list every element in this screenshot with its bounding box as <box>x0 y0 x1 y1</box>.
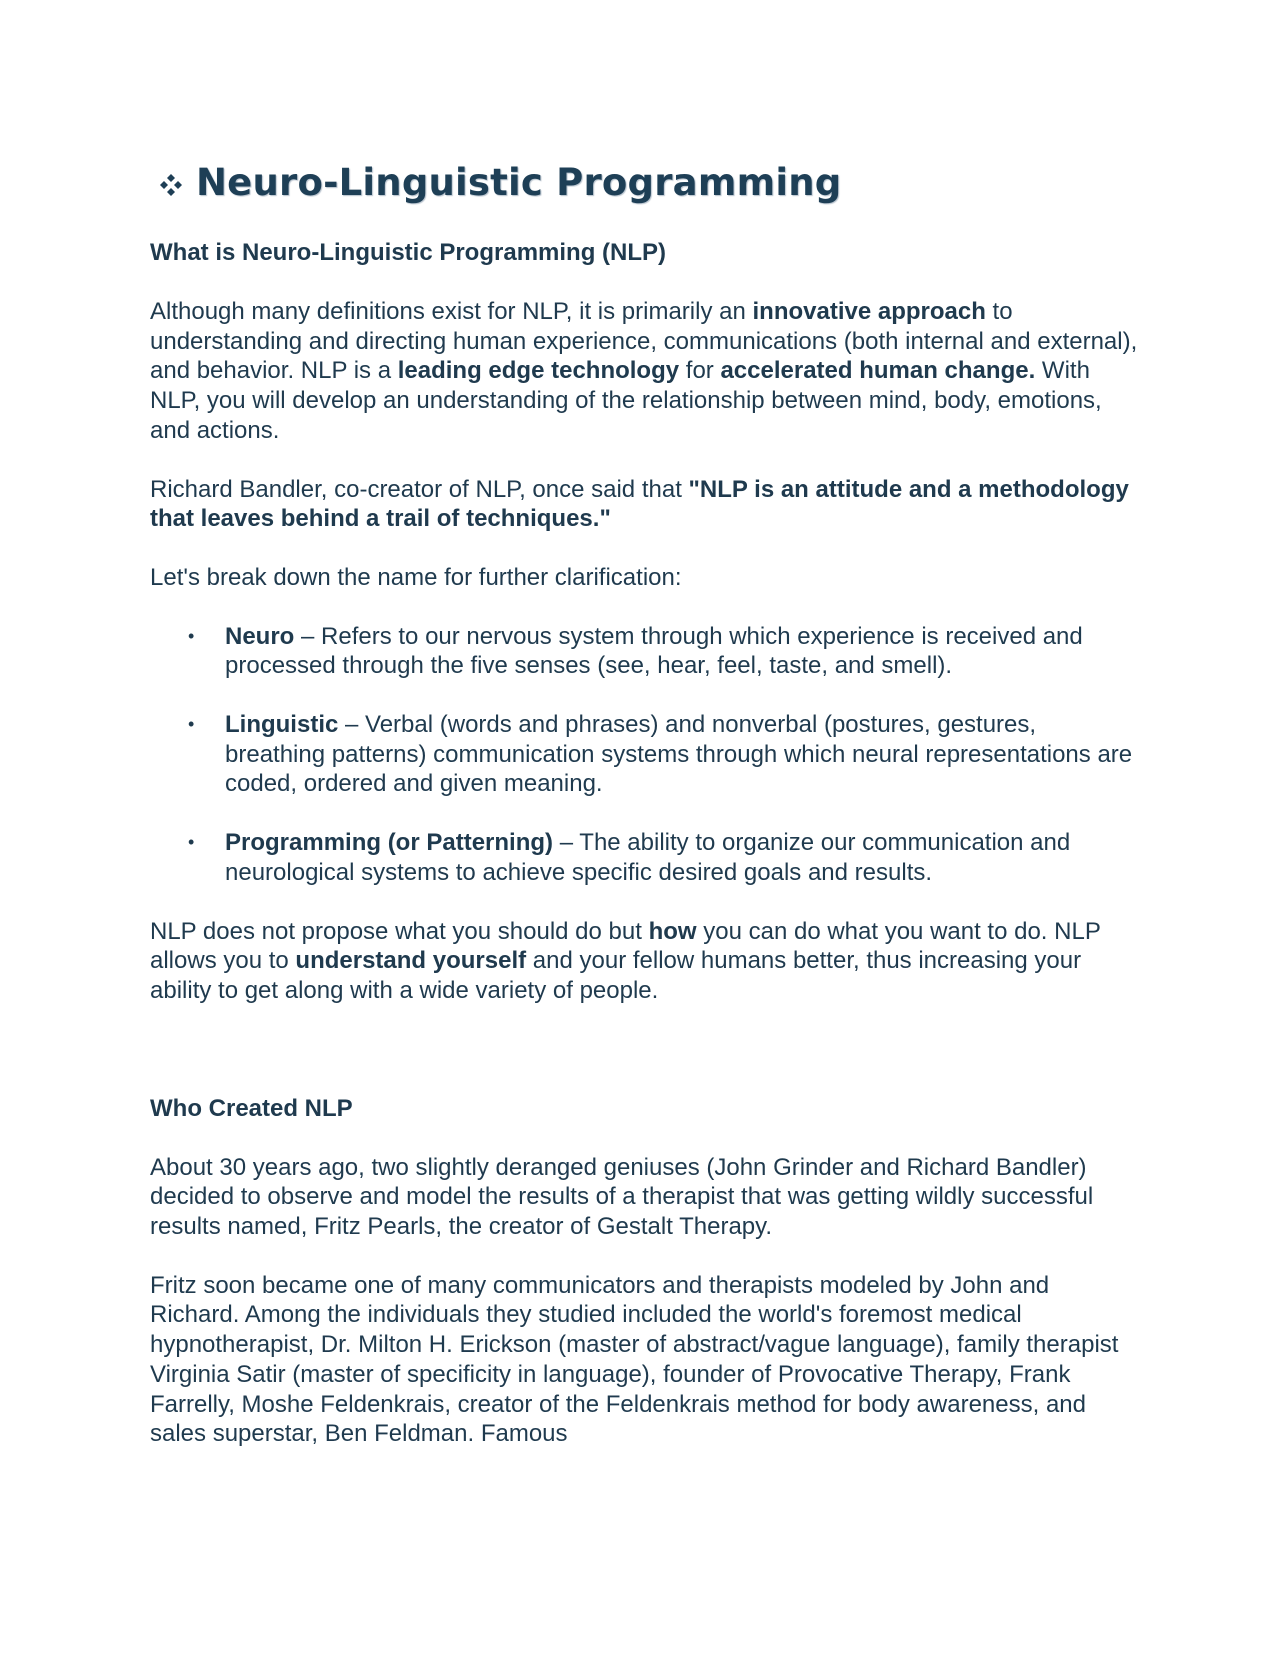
paragraph-history: About 30 years ago, two slightly deranged geniuses (John Grinder and Richard Bandler) decided to observe and model the results of a therapist that was getting wildly successful results named, Fritz Pearls, the creator of Gestalt Therapy. <box>150 1153 1094 1241</box>
list-item: • Neuro – Refers to our nervous system through which experience is received and processed through the five senses (see, hear, feel, taste, and smell). <box>188 622 1083 680</box>
bullet-icon: • <box>188 832 195 853</box>
paragraph-modeled-individuals: Fritz soon became one of many communicators and therapists modeled by John and Richard. Among the individuals they studied included the world's foremost medical hypnotherapist, Dr. Milton H. Erickson (master of abstract/vague language), family therapist Virginia Satir (master of specificity in language), founder of Provocative Therapy, Frank Farrelly, Moshe Feldenkrais, creator of the Feldenkrais method for body awareness, and sales superstar, Ben Feldman. Famous <box>150 1271 1119 1448</box>
list-item: • Linguistic – Verbal (words and phrases) and nonverbal (postures, gestures, breathing patterns) communication systems through which neural representations are coded, ordered and given meaning. <box>188 711 1133 798</box>
section-heading-what-is-nlp: What is Neuro-Linguistic Programming (NLP) <box>150 239 667 266</box>
paragraph-breakdown-intro: Let's break down the name for further clarification: <box>150 563 682 591</box>
paragraph-definition: Although many definitions exist for NLP, it is primarily an innovative approach to understanding and directing human experience, communications (both internal and external), and behavior. NLP is a leading edge technology for accelerated human change. With NLP, you will develop an understanding of the relationship between mind, body, emotions, and actions. <box>150 298 1138 444</box>
diamond-cluster-bullet-icon <box>158 172 184 198</box>
document-page <box>150 150 1140 1449</box>
bullet-icon: • <box>188 625 195 646</box>
section-heading-who-created: Who Created NLP <box>150 1094 353 1122</box>
title-row <box>158 150 1140 214</box>
bullet-icon: • <box>188 714 195 735</box>
page-title: Neuro-Linguistic Programming <box>196 160 842 204</box>
term-list <box>150 622 1140 888</box>
paragraph-how: NLP does not propose what you should do but how you can do what you want to do. NLP allows you to understand yourself and your fellow humans better, thus increasing your ability to get along with a wide variety of people. <box>150 917 1101 1004</box>
list-item: • Programming (or Patterning) – The ability to organize our communication and neurological systems to achieve specific desired goals and results. <box>188 829 1071 886</box>
paragraph-bandler-quote: Richard Bandler, co-creator of NLP, once said that "NLP is an attitude and a methodology that leaves behind a trail of techniques." <box>150 475 1129 533</box>
